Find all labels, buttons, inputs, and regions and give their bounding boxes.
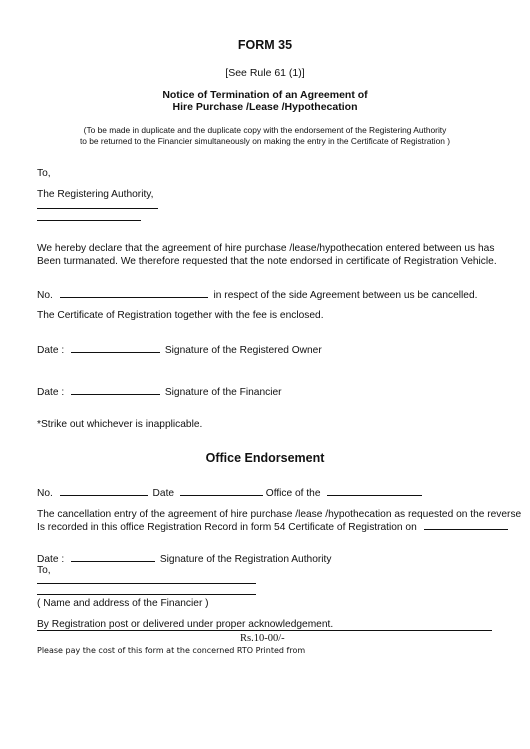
authority-date-field[interactable]: [71, 552, 155, 562]
cancellation-entry-line-1: The cancellation entry of the agreement of hire purchase /lease /hypothecation as requested on the reverse: [37, 509, 522, 520]
notice-title-line-1: Notice of Termination of an Agreement of: [162, 89, 368, 101]
cancellation-entry-row: [37, 520, 508, 534]
authority-signature-label: Signature of the Registration Authority: [159, 554, 332, 565]
financier-signature-label: Signature of the Financier: [164, 387, 282, 398]
to-label-endorsement: To,: [37, 565, 51, 576]
endorsement-number-label: No.: [37, 488, 53, 499]
to-label: To,: [37, 168, 51, 179]
cancellation-text: in respect of the side Agreement between us be cancelled.: [213, 290, 478, 301]
registration-date-field[interactable]: [424, 520, 508, 530]
endorsement-details-row: [37, 486, 422, 500]
date-label: Date :: [37, 345, 65, 356]
declaration-line-1: We hereby declare that the agreement of hire purchase /lease/hypothecation entered between us has: [37, 243, 495, 254]
endorsement-date-label: Date: [152, 488, 175, 499]
financier-name-caption: ( Name and address of the Financier ): [37, 598, 209, 609]
date-label: Date :: [37, 554, 65, 565]
office-of-label: Office of the: [265, 488, 321, 499]
declaration-line-2: Been turmanated. We therefore requested that the note endorsed in certificate of Registration Vehicle.: [37, 256, 497, 267]
registering-authority-label: The Registering Authority,: [37, 189, 154, 200]
agreement-number-row: [37, 288, 477, 302]
price-label: Rs.10-00/-: [240, 633, 285, 644]
cancellation-entry-line-2: Is recorded in this office Registration Record in form 54 Certificate of Registration on: [37, 522, 417, 533]
instruction-note-line-1: (To be made in duplicate and the duplicate copy with the endorsement of the Registering Authority: [83, 125, 447, 135]
printed-from-note: Please pay the cost of this form at the concerned RTO Printed from: [37, 646, 306, 655]
endorsement-number-field[interactable]: [60, 486, 148, 496]
number-label: No.: [37, 290, 53, 301]
certificate-enclosed-text: The Certificate of Registration together with the fee is enclosed.: [37, 310, 324, 321]
office-of-field[interactable]: [327, 486, 422, 496]
date-label: Date :: [37, 387, 65, 398]
financier-address-line-1[interactable]: [37, 583, 256, 584]
rule-reference: [See Rule 61 (1)]: [225, 67, 305, 79]
instruction-note-line-2: to be returned to the Financier simultaneously on making the entry in the Certificate of Registration ): [79, 136, 451, 146]
financier-signature-row: [37, 385, 282, 399]
owner-signature-row: [37, 343, 322, 357]
strike-out-note: *Strike out whichever is inapplicable.: [37, 419, 203, 430]
address-line-2[interactable]: [37, 220, 141, 221]
office-endorsement-heading: Office Endorsement: [205, 451, 325, 465]
registration-post-text: By Registration post or delivered under proper acknowledgement.: [37, 619, 334, 630]
form-title: FORM 35: [237, 38, 293, 52]
endorsement-date-field[interactable]: [180, 486, 263, 496]
financier-date-field[interactable]: [71, 385, 160, 395]
agreement-number-field[interactable]: [60, 288, 208, 298]
authority-signature-row: [37, 552, 331, 566]
address-line-1[interactable]: [37, 208, 158, 209]
financier-address-line-2[interactable]: [37, 594, 256, 595]
notice-title-line-2: Hire Purchase /Lease /Hypothecation: [172, 101, 358, 113]
owner-signature-label: Signature of the Registered Owner: [164, 345, 322, 356]
owner-date-field[interactable]: [71, 343, 160, 353]
footer-rule: [37, 630, 492, 631]
